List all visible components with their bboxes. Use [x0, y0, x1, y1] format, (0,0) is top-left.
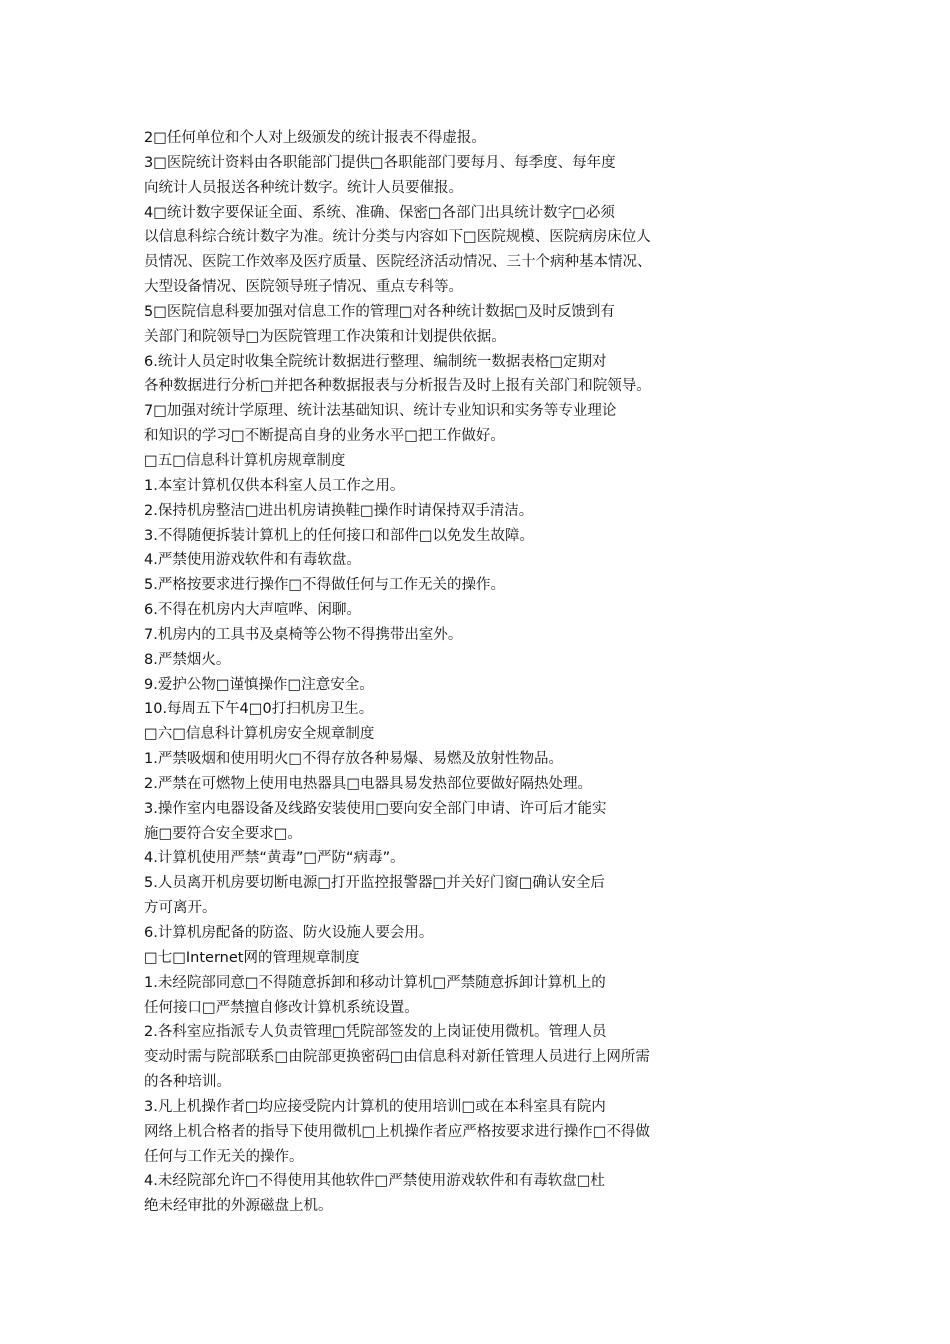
text-line: 6.计算机房配备的防盗、防火设施人要会用。 — [144, 925, 434, 941]
text-line: 绝未经审批的外源磁盘上机。 — [144, 1198, 333, 1215]
text-line: 和知识的学习□不断提高自身的业务水平□把工作做好。 — [144, 428, 505, 445]
text-line: 1.未经院部同意□不得随意拆卸和移动计算机□严禁随意拆卸计算机上的 — [144, 974, 606, 991]
section-heading: □七□Internet网的管理规章制度 — [144, 949, 360, 966]
text-line: 5.严格按要求进行操作□不得做任何与工作无关的操作。 — [144, 577, 506, 594]
document-page — [144, 126, 714, 1219]
text-line: 10.每周五下午4□0打扫机房卫生。 — [144, 701, 374, 718]
text-line: 2.严禁在可燃物上使用电热器具□电器具易发热部位要做好隔热处理。 — [144, 775, 593, 792]
text-line: 6.统计人员定时收集全院统计数据进行整理、编制统一数据表格□定期对 — [144, 353, 607, 370]
text-line: 1.本室计算机仅供本科室人员工作之用。 — [144, 477, 405, 494]
text-line: 7□加强对统计学原理、统计法基础知识、统计专业知识和实务等专业理论 — [144, 403, 617, 420]
text-line: 3□医院统计资料由各职能部门提供□各职能部门要每月、每季度、每年度 — [144, 154, 616, 171]
section-heading: □六□信息科计算机房安全规章制度 — [144, 726, 375, 743]
text-line: 5□医院信息科要加强对信息工作的管理□对各种统计数据□及时反馈到有 — [144, 303, 615, 320]
text-line: 4.严禁使用游戏软件和有毒软盘。 — [144, 552, 361, 569]
text-line: 5.人员离开机房要切断电源□打开监控报警器□并关好门窗□确认安全后 — [144, 875, 605, 892]
text-line: 3.操作室内电器设备及线路安装使用□要向安全部门申请、许可后才能实 — [144, 800, 607, 817]
text-line: 3.不得随便拆装计算机上的任何接口和部件□以免发生故障。 — [144, 527, 535, 544]
text-line: 9.爱护公物□谨慎操作□注意安全。 — [144, 676, 374, 693]
text-line: 8.严禁烟火。 — [144, 651, 231, 668]
text-line: 向统计人员报送各种统计数字。统计人员要催报。 — [144, 179, 463, 196]
text-line: 2.各科室应指派专人负责管理□凭院部签发的上岗证使用微机。管理人员 — [144, 1024, 607, 1041]
text-line: 员情况、医院工作效率及医疗质量、医院经济活动情况、三十个病种基本情况、 — [144, 254, 652, 271]
text-line: 4.未经院部允许□不得使用其他软件□严禁使用游戏软件和有毒软盘□杜 — [144, 1173, 605, 1190]
text-line: 各种数据进行分析□并把各种数据报表与分析报告及时上报有关部门和院领导。 — [144, 378, 651, 395]
text-line: 的各种培训。 — [144, 1074, 231, 1091]
text-line: 关部门和院领导□为医院管理工作决策和计划提供依据。 — [144, 328, 506, 345]
text-line: 变动时需与院部联系□由院部更换密码□由信息科对新任管理人员进行上网所需 — [144, 1049, 650, 1066]
text-line: 施□要符合安全要求□。 — [144, 825, 302, 842]
section-heading: □五□信息科计算机房规章制度 — [144, 452, 346, 469]
text-line: 4□统计数字要保证全面、系统、准确、保密□各部门出具统计数字□必须 — [144, 204, 615, 221]
text-line: 以信息科综合统计数字为准。统计分类与内容如下□医院规模、医院病房床位人 — [144, 229, 651, 246]
text-line: 6.不得在机房内大声喧哗、闲聊。 — [144, 602, 361, 619]
text-line: 方可离开。 — [144, 900, 217, 917]
text-line: 任何接口□严禁擅自修改计算机系统设置。 — [144, 999, 419, 1016]
text-line: 7.机房内的工具书及桌椅等公物不得携带出室外。 — [144, 626, 463, 643]
text-line: 4.计算机使用严禁“黄毒”□严防“病毒”。 — [144, 850, 405, 867]
text-line: 大型设备情况、医院领导班子情况、重点专科等。 — [144, 279, 463, 296]
text-line: 1.严禁吸烟和使用明火□不得存放各种易爆、易燃及放射性物品。 — [144, 751, 564, 768]
text-line: 3.凡上机操作者□均应接受院内计算机的使用培训□或在本科室具有院内 — [144, 1098, 606, 1115]
text-line: 任何与工作无关的操作。 — [144, 1148, 304, 1165]
text-line: 2.保持机房整洁□进出机房请换鞋□操作时请保持双手清洁。 — [144, 502, 534, 519]
text-line: 网络上机合格者的指导下使用微机□上机操作者应严格按要求进行操作□不得做 — [144, 1123, 650, 1140]
text-line: 2□任何单位和个人对上级颁发的统计报表不得虚报。 — [144, 130, 486, 146]
